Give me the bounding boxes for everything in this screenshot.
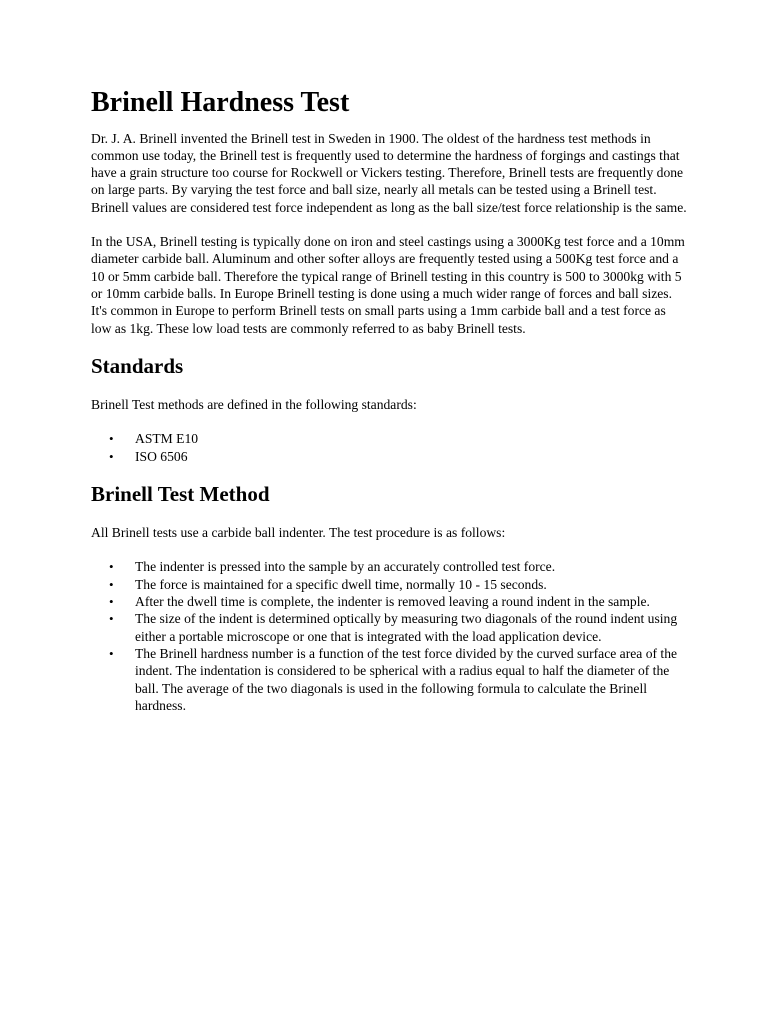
standards-heading: Standards xyxy=(91,353,184,378)
bullet-icon: • xyxy=(109,594,114,610)
list-item-text: The Brinell hardness number is a function of the test force divided by the curved surface area of the indent. The indentation is considered to be spherical with a radius equal to half the diameter of the ball. The average of the two diagonals is used in the following formula to calculate the Brinell hardness. xyxy=(135,645,678,713)
document-page xyxy=(91,86,687,731)
bullet-icon: • xyxy=(109,645,114,661)
list-item xyxy=(109,645,687,714)
intro-paragraph-1: Dr. J. A. Brinell invented the Brinell test in Sweden in 1900. The oldest of the hardness test methods in common use today, the Brinell test is frequently used to determine the hardness of forgings and castings that have a grain structure too course for Rockwell or Vickers testing. Therefore, Brinell tests are frequently done on large parts. By varying the test force and ball size, nearly all metals can be tested using a Brinell test. Brinell values are considered test force independent as long as the ball size/test force relationship is the same. xyxy=(91,130,687,215)
list-item xyxy=(109,610,687,645)
standards-intro: Brinell Test methods are defined in the following standards: xyxy=(91,397,417,413)
method-intro: All Brinell tests use a carbide ball indenter. The test procedure is as follows: xyxy=(91,525,506,541)
bullet-icon: • xyxy=(109,559,114,575)
bullet-icon: • xyxy=(109,611,114,627)
list-item xyxy=(109,558,687,575)
intro-paragraph-2: In the USA, Brinell testing is typically done on iron and steel castings using a 3000Kg test force and a 10mm diameter carbide ball. Aluminum and other softer alloys are frequently tested using a 500Kg test force and a 10 or 5mm carbide ball. Therefore the typical range of Brinell testing in this country is 500 to 3000kg with 5 or 10mm carbide balls. In Europe Brinell testing is done using a much wider range of forces and ball sizes. It's common in Europe to perform Brinell tests on small parts using a 1mm carbide ball and a test force as low as 1kg. These low load tests are commonly referred to as baby Brinell tests. xyxy=(91,234,685,336)
list-item-text: The force is maintained for a specific dwell time, normally 10 - 15 seconds. xyxy=(135,576,547,592)
bullet-icon: • xyxy=(109,431,114,447)
list-item-text: The indenter is pressed into the sample by an accurately controlled test force. xyxy=(135,559,556,575)
list-item-text: After the dwell time is complete, the indenter is removed leaving a round indent in the sample. xyxy=(135,594,650,610)
standards-list xyxy=(91,430,687,465)
method-steps-list xyxy=(91,558,687,714)
list-item-text: The size of the indent is determined optically by measuring two diagonals of the round indent using either a portable microscope or one that is integrated with the load application device. xyxy=(135,611,678,644)
method-heading: Brinell Test Method xyxy=(91,481,270,506)
bullet-icon: • xyxy=(109,576,114,592)
bullet-icon: • xyxy=(109,448,114,464)
list-item xyxy=(109,448,687,465)
page-title: Brinell Hardness Test xyxy=(91,87,350,118)
list-item xyxy=(109,576,687,593)
list-item xyxy=(109,593,687,610)
list-item xyxy=(109,430,687,447)
list-item-text: ASTM E10 xyxy=(135,431,199,447)
list-item-text: ISO 6506 xyxy=(135,448,188,464)
